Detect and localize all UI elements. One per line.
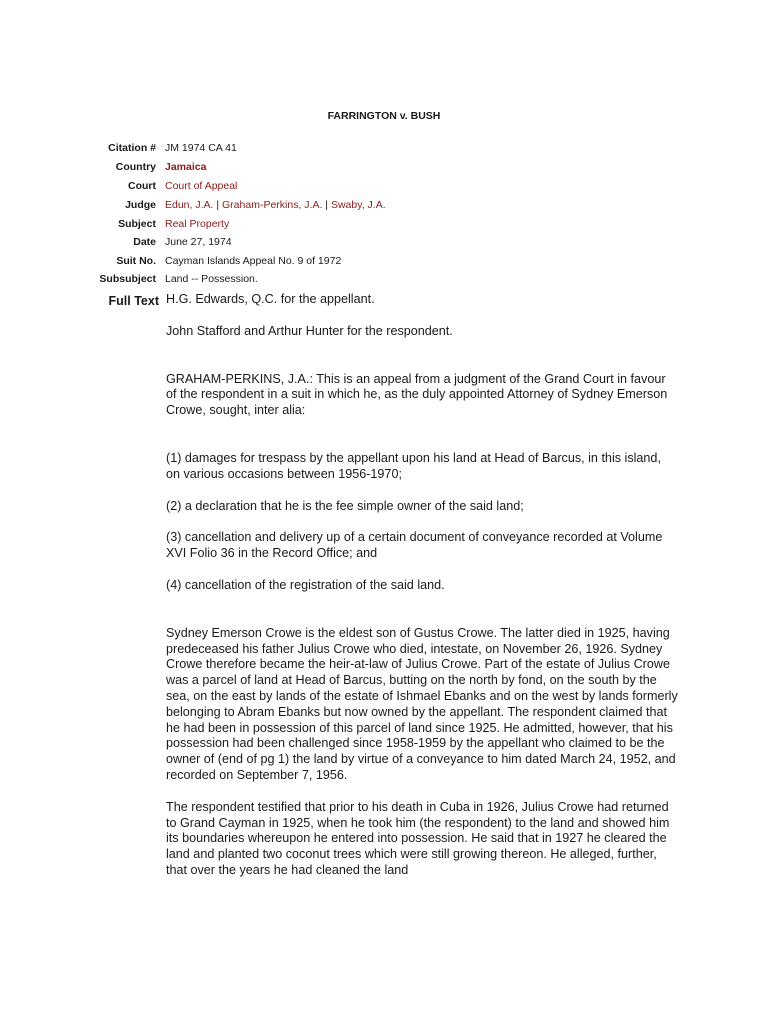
full-text-body	[166, 292, 678, 895]
court-label: Court	[128, 180, 156, 192]
date-value: June 27, 1974	[165, 236, 232, 248]
paragraph: Sydney Emerson Crowe is the eldest son of Gustus Crowe. The latter died in 1925, having predeceased his father Julius Crowe who died, intestate, on November 26, 1926. Sydney Crowe therefore became the heir-at-law of Julius Crowe. Part of the estate of Julius Crowe was a parcel of land at Head of Barcus, butting on the north by fond, on the south by the sea, on the east by lands of the estate of Ishmael Ebanks and on the west by lands formerly belonging to Abram Ebanks but now owned by the appellant. The respondent claimed that he had been in possession of this parcel of land since 1925. He admitted, however, that his possession had been challenged since 1958-1959 by the appellant who claimed to be the owner of (end of pg 1) the land by virtue of a conveyance to him dated March 24, 1952, and recorded on September 7, 1956.	[166, 625, 678, 782]
judge-separator: |	[213, 199, 223, 211]
paragraph: (4) cancellation of the registration of the said land.	[166, 577, 445, 592]
case-title: FARRINGTON v. BUSH	[327, 110, 441, 122]
suit-value: Cayman Islands Appeal No. 9 of 1972	[165, 255, 342, 267]
citation-value: JM 1974 CA 41	[165, 142, 237, 154]
paragraph: The respondent testified that prior to his death in Cuba in 1926, Julius Crowe had returned to Grand Cayman in 1925, when he took him (the respondent) to the land and showed him its boundaries whereupon he entered into possession. He said that in 1927 he cleared the land and planted two coconut trees which were still growing thereon. He alleged, further, that over the years he had cleaned the land	[166, 799, 670, 877]
citation-label: Citation #	[108, 142, 156, 154]
subject-link[interactable]: Real Property	[165, 218, 230, 230]
paragraph: (2) a declaration that he is the fee simple owner of the said land;	[166, 498, 524, 513]
paragraph: (3) cancellation and delivery up of a certain document of conveyance recorded at Volume XVI Folio 36 in the Record Office; and	[166, 530, 663, 561]
subsubject-value: Land -- Possession.	[165, 273, 258, 285]
paragraph: John Stafford and Arthur Hunter for the respondent.	[166, 323, 453, 338]
subject-label: Subject	[118, 218, 156, 230]
subsubject-label: Subsubject	[99, 273, 156, 285]
judge-label: Judge	[125, 199, 156, 211]
court-link[interactable]: Court of Appeal	[165, 180, 238, 192]
judge-separator: |	[322, 199, 331, 211]
suit-label: Suit No.	[116, 255, 156, 267]
paragraph: GRAHAM-PERKINS, J.A.: This is an appeal from a judgment of the Grand Court in favour of the respondent in a suit in which he, as the duly appointed Attorney of Sydney Emerson Crowe, sought, inter alia:	[166, 371, 668, 418]
judge-values	[165, 199, 386, 211]
country-link[interactable]: Jamaica	[165, 161, 207, 173]
judge-link[interactable]: Swaby, J.A.	[330, 199, 386, 211]
paragraph: H.G. Edwards, Q.C. for the appellant.	[166, 292, 375, 306]
judge-link[interactable]: Edun, J.A.	[165, 199, 214, 211]
country-label: Country	[115, 161, 156, 173]
judge-link[interactable]: Graham-Perkins, J.A.	[222, 199, 323, 211]
date-label: Date	[133, 236, 156, 248]
full-text-label: Full Text	[108, 294, 159, 308]
paragraph: (1) damages for trespass by the appellant upon his land at Head of Barcus, in this island, on various occasions between 1956-1970;	[166, 450, 661, 481]
